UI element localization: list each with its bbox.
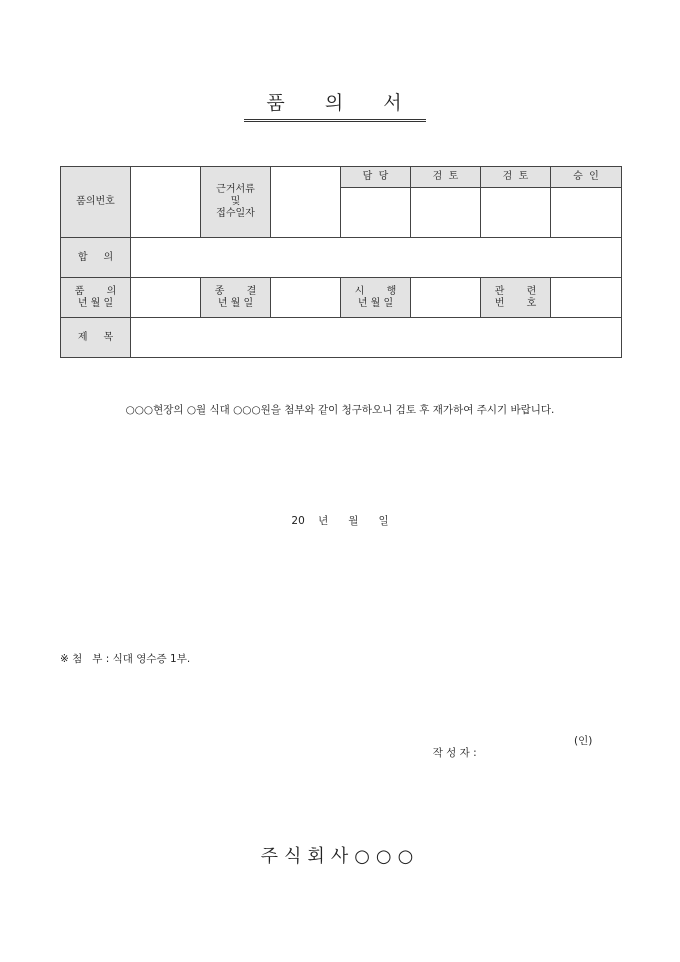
- basis-documents-value[interactable]: [271, 167, 341, 238]
- approval-sign-approve[interactable]: [551, 188, 622, 238]
- approval-header-manager: 담 당: [341, 167, 411, 188]
- proposal-number-label: 품의번호: [61, 167, 131, 238]
- document-title: 품 의 서: [244, 88, 426, 122]
- agreement-value[interactable]: [131, 238, 622, 278]
- proposal-date-value[interactable]: [131, 278, 201, 318]
- approval-header-review-2: 검 토: [481, 167, 551, 188]
- basis-label-line-2: 및: [230, 196, 241, 207]
- related-number-value[interactable]: [551, 278, 622, 318]
- related-number-label-line-2: 번 호: [494, 297, 537, 309]
- author-label: 작 성 자 :: [432, 747, 477, 759]
- seal-mark: (인): [574, 735, 593, 747]
- execution-date-value[interactable]: [411, 278, 481, 318]
- author-line: [426, 733, 593, 772]
- document-date: 20 년 월 일: [291, 515, 389, 527]
- closing-date-value[interactable]: [271, 278, 341, 318]
- proposal-date-label: [61, 278, 131, 318]
- approval-header-approve: 승 인: [551, 167, 622, 188]
- related-number-label: [481, 278, 551, 318]
- agreement-label: 합 의: [61, 238, 131, 278]
- approval-sign-manager[interactable]: [341, 188, 411, 238]
- attachment-note: ※ 첨 부 : 식대 영수증 1부.: [60, 653, 191, 665]
- execution-date-label-line-2: 년 월 일: [357, 297, 394, 309]
- company-name: 주식회사○○○: [260, 846, 420, 867]
- request-body-text: ○○○현장의 ○월 식대 ○○○원을 첨부와 같이 청구하오니 검토 후 재가하여 주시기 바랍니다.: [125, 404, 555, 416]
- approval-sign-review-2[interactable]: [481, 188, 551, 238]
- related-number-label-line-1: 관 련: [494, 285, 537, 297]
- subject-label: 제 목: [61, 318, 131, 358]
- basis-label-line-3: 접수일자: [216, 208, 255, 219]
- closing-date-label-line-2: 년 월 일: [217, 297, 254, 309]
- proposal-date-label-line-1: 품 의: [74, 285, 117, 297]
- approval-header-review-1: 검 토: [411, 167, 481, 188]
- closing-date-label-line-1: 종 결: [214, 285, 257, 297]
- basis-label-line-1: 근거서류: [216, 184, 255, 195]
- execution-date-label-line-1: 시 행: [354, 285, 397, 297]
- basis-documents-label: [201, 167, 271, 238]
- closing-date-label: [201, 278, 271, 318]
- approval-sign-review-1[interactable]: [411, 188, 481, 238]
- proposal-date-label-line-2: 년 월 일: [77, 297, 114, 309]
- execution-date-label: [341, 278, 411, 318]
- subject-value[interactable]: [131, 318, 622, 358]
- proposal-number-value[interactable]: [131, 167, 201, 238]
- approval-form-table: [60, 166, 622, 358]
